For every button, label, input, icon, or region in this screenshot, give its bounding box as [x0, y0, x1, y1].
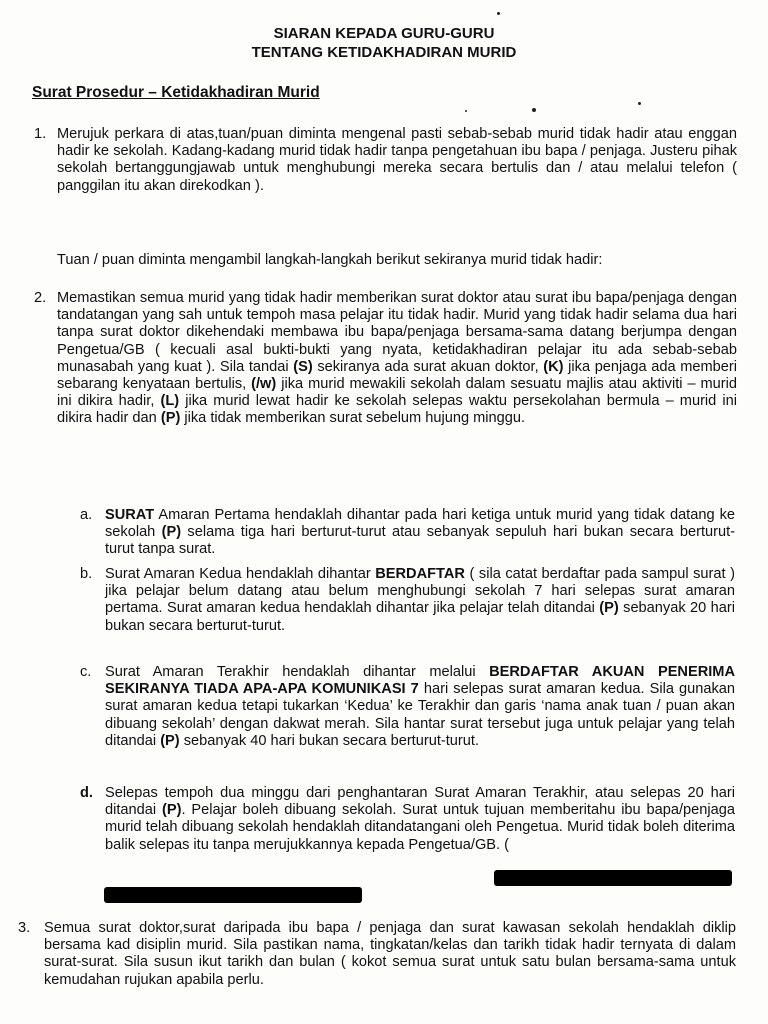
- item-c-part-1: Surat Amaran Terakhir hendaklah dihantar melalui: [105, 664, 490, 680]
- redaction-bar-2: [104, 887, 362, 903]
- mark-s: (S): [293, 358, 313, 375]
- item-b-bold: BERDAFTAR: [375, 566, 465, 582]
- mark-w: (/w): [251, 376, 277, 393]
- section-heading: Surat Prosedur – Ketidakhadiran Murid: [32, 84, 320, 101]
- redaction-bar-1: [494, 870, 732, 886]
- section-2-text: [57, 290, 737, 428]
- section-1-follow-text: Tuan / puan diminta mengambil langkah-langkah berikut sekiranya murid tidak hadir:: [57, 252, 603, 268]
- item-b-part-3: sebanyak 20 hari bukan secara berturut-turut.: [105, 600, 735, 634]
- scan-speck: [497, 12, 500, 15]
- section-3-text: Semua surat doktor,surat daripada ibu bapa / penjaga dan surat kawasan sekolah hendaklah diklip bersama kad disiplin murid. Sila pastikan nama, tingkatan/kelas dan tarikh tidak hadir ternyata di dalam surat-surat. Sila susun ikut tarikh dan bulan ( kokot semua surat untuk satu bulan bersama-sama untuk kemudahan rujukan apabila perlu.: [44, 920, 736, 988]
- item-d-label: d.: [80, 785, 93, 801]
- item-a-bold: SURAT: [105, 507, 155, 523]
- item-c-bold: BERDAFTAR AKUAN PENERIMA SEKIRANYA TIADA APA-APA KOMUNIKASI 7: [105, 664, 735, 698]
- section-2-part-1: Memastikan semua murid yang tidak hadir memberikan surat doktor atau surat ibu bapa/penjaga dengan tandatangan yang sah untuk tempoh masa pelajar itu tidak hadir. Murid yang tidak hadir selama dua hari tanpa surat doktor dikehendaki membawa ibu bapa/penjaga bersama-sama datang berjumpa dengan Pengetua/GB ( kecuali asal bukti-bukti yang nyata, ketidakhadiran pelajar itu ada sebab-sebab munasabah yang kuat ). Sila tandai: [57, 290, 737, 375]
- item-a-text: [105, 507, 735, 559]
- section-2-part-6: jika tidak memberikan surat sebelum hujung minggu.: [180, 410, 526, 427]
- item-b-part-2: ( sila catat berdaftar pada sampul surat ) jika pelajar belum datang atau belum menghubungi sekolah 7 hari selepas surat amaran pertama. Surat amaran kedua hendaklah dihantar jika pelajar telah ditandai: [105, 566, 735, 617]
- item-c-text: [105, 664, 735, 750]
- section-2-part-2: sekiranya ada surat akuan doktor,: [312, 358, 544, 375]
- item-d-mark-p: (P): [161, 802, 182, 819]
- section-2-part-5: jika murid lewat hadir ke sekolah selepas waktu persekolahan bermula – murid ini dikira hadir dan: [57, 393, 737, 427]
- item-d-part-2: . Pelajar boleh dibuang sekolah. Surat untuk tujuan memberitahu ibu bapa/penjaga murid telah dibuang sekolah hendaklah ditandatangani oleh Pengetua. Murid tidak boleh diterima balik selepas itu tanpa merujukkannya kepada Pengetua/GB. (: [105, 802, 735, 853]
- item-a-part-1: Amaran Pertama hendaklah dihantar pada hari ketiga untuk murid yang tidak datang ke sekolah: [105, 507, 735, 541]
- scan-speck: [532, 108, 536, 112]
- title-line-1: SIARAN KEPADA GURU-GURU: [273, 25, 495, 42]
- item-b-label: b.: [80, 566, 93, 582]
- section-2-number: 2.: [34, 290, 47, 306]
- item-a-mark-p: (P): [161, 524, 182, 541]
- mark-p: (P): [160, 410, 181, 427]
- item-a-part-2: selama tiga hari berturut-turut atau sebanyak sepuluh hari bukan secara berturut-turut tanpa surat.: [105, 524, 736, 558]
- item-c-part-3: sebanyak 40 hari bukan secara berturut-turut.: [179, 732, 479, 749]
- section-2-part-3: jika penjaga ada memberi sebarang kenyataan bertulis,: [57, 358, 737, 393]
- scan-speck: [638, 102, 641, 105]
- section-1-text: Merujuk perkara di atas,tuan/puan diminta mengenal pasti sebab-sebab murid tidak hadir atau enggan hadir ke sekolah. Kadang-kadang murid tidak hadir tanpa pengetahuan ibu bapa / penjaga. Justeru pihak sekolah bertanggungjawab untuk menghubungi mereka secara bertulis dan / atau melalui telefon ( panggilan itu akan direkodkan ).: [57, 126, 737, 194]
- item-d-part-1: Selepas tempoh dua minggu dari penghantaran Surat Amaran Terakhir, atau selepas 20 hari ditandai: [105, 785, 735, 819]
- document-title: [0, 24, 768, 62]
- title-line-2: TENTANG KETIDAKHADIRAN MURID: [251, 44, 517, 61]
- item-b-part-1: Surat Amaran Kedua hendaklah dihantar: [105, 566, 376, 582]
- item-c-mark-p: (P): [160, 732, 180, 749]
- item-c-part-2: hari selepas surat amaran kedua. Sila gunakan surat amaran kedua tetapi tukarkan ‘Kedua’ ke Terakhir dan garis ‘nama anak tuan / puan akan dibuang sekolah’ dengan dakwat merah. Sila hantar surat tersebut juga untuk pelajar yang telah ditandai: [105, 681, 735, 749]
- section-3-number: 3.: [18, 920, 31, 936]
- section-2-part-4: jika murid mewakili sekolah dalam sesuatu majlis atau aktiviti – murid ini dikira hadir,: [57, 376, 738, 410]
- mark-k: (K): [543, 358, 564, 375]
- scan-speck: [465, 110, 467, 112]
- section-1-number: 1.: [34, 126, 47, 142]
- item-a-label: a.: [80, 507, 93, 523]
- mark-l: (L): [160, 393, 180, 410]
- item-b-mark-p: (P): [599, 600, 619, 617]
- item-d-text: [105, 785, 735, 854]
- item-b-text: [105, 566, 735, 635]
- item-c-label: c.: [80, 664, 92, 680]
